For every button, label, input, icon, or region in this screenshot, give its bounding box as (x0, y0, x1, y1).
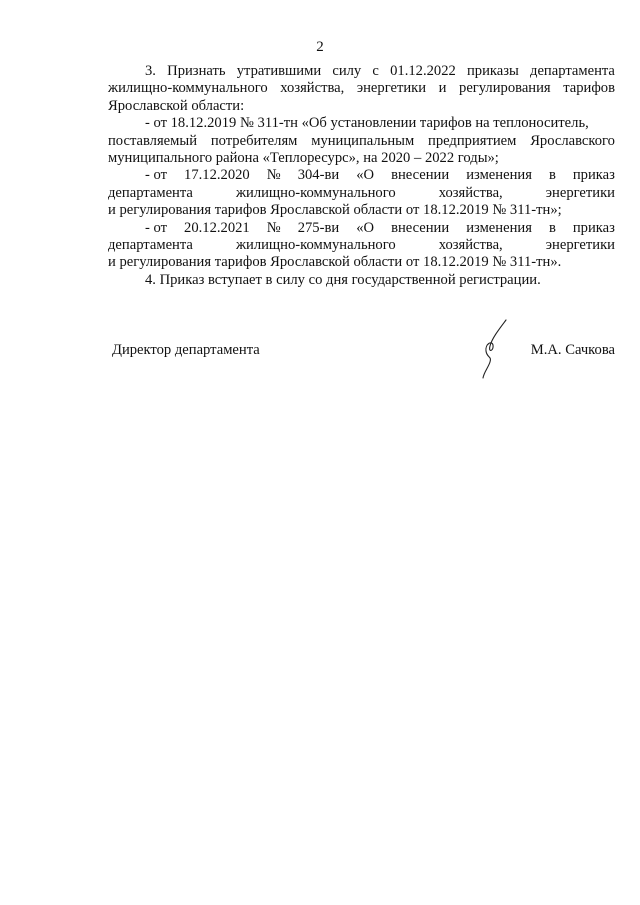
word: «О (356, 219, 375, 236)
text-line: и регулирования тарифов Ярославской области от 18.12.2019 № 311-тн». (108, 254, 562, 271)
word: тарифов (563, 80, 615, 97)
clause-3-item-2 (108, 167, 615, 219)
word: регулирования (459, 80, 551, 97)
word: предприятием (428, 132, 517, 149)
justified-line (108, 220, 615, 237)
word: с (372, 63, 379, 79)
word: муниципальным (311, 132, 415, 149)
word: поставляемый (108, 132, 198, 149)
word: энергетики (545, 184, 615, 201)
text-line: и регулирования тарифов Ярославской области от 18.12.2019 № 311-тн»; (108, 202, 562, 219)
justified-line (108, 133, 615, 150)
clause-3-item-3 (108, 220, 615, 272)
text-line: муниципального района «Теплоресурс», на 2020 – 2022 годы»; (108, 150, 499, 167)
word: энергетики (545, 237, 615, 254)
word: утратившими (236, 63, 322, 79)
word: 20.12.2021 (184, 219, 250, 236)
word: изменения (466, 167, 532, 184)
word: 304-ви (297, 167, 340, 184)
clause-3 (108, 63, 615, 115)
word: № (266, 219, 281, 236)
word: приказ (572, 219, 615, 236)
word: департамента (108, 184, 193, 201)
word: приказы (466, 63, 519, 79)
page-number: 2 (316, 39, 324, 55)
word: внесении (391, 167, 450, 184)
handwritten-signature (478, 318, 518, 382)
word: приказ (572, 167, 615, 184)
word: жилищно-коммунального (235, 237, 396, 254)
word: департамента (108, 237, 193, 254)
justified-line (108, 237, 615, 254)
document-body (108, 63, 615, 289)
word: - от (145, 219, 167, 236)
word: внесении (391, 219, 450, 236)
word: - от (145, 167, 167, 184)
text-line: 4. Приказ вступает в силу со дня государственной регистрации. (145, 271, 541, 288)
word: хозяйства, (438, 184, 503, 201)
word: жилищно-коммунального (235, 184, 396, 201)
signature-block (108, 340, 615, 390)
word: 3. (145, 63, 156, 79)
word: хозяйства, (280, 80, 345, 97)
word: 01.12.2022 (390, 63, 456, 79)
clause-4 (108, 272, 615, 289)
clause-3-item-1 (108, 115, 615, 167)
text-line: - от 18.12.2019 № 311-тн «Об установлении тарифов на теплоноситель, (145, 115, 589, 132)
justified-line (108, 185, 615, 202)
justified-line (108, 63, 615, 80)
word: в (548, 167, 556, 184)
signatory-title: Директор департамента (112, 342, 260, 358)
word: 17.12.2020 (184, 167, 250, 184)
word: 275-ви (297, 219, 340, 236)
text-line: Ярославской области: (108, 97, 245, 114)
word: жилищно-коммунального (108, 80, 268, 97)
word: департамента (530, 63, 615, 79)
word: Ярославского (530, 132, 615, 149)
word: хозяйства, (438, 237, 503, 254)
word: потребителям (210, 132, 298, 149)
word: изменения (466, 219, 532, 236)
word: № (266, 167, 281, 184)
word: «О (356, 167, 375, 184)
signatory-name: М.А. Сачкова (530, 342, 615, 358)
word: силу (332, 63, 362, 79)
word: Признать (167, 63, 226, 79)
word: в (548, 219, 556, 236)
justified-line (108, 167, 615, 184)
word: энергетики (356, 80, 427, 97)
justified-line (108, 80, 615, 97)
word: и (438, 80, 447, 97)
